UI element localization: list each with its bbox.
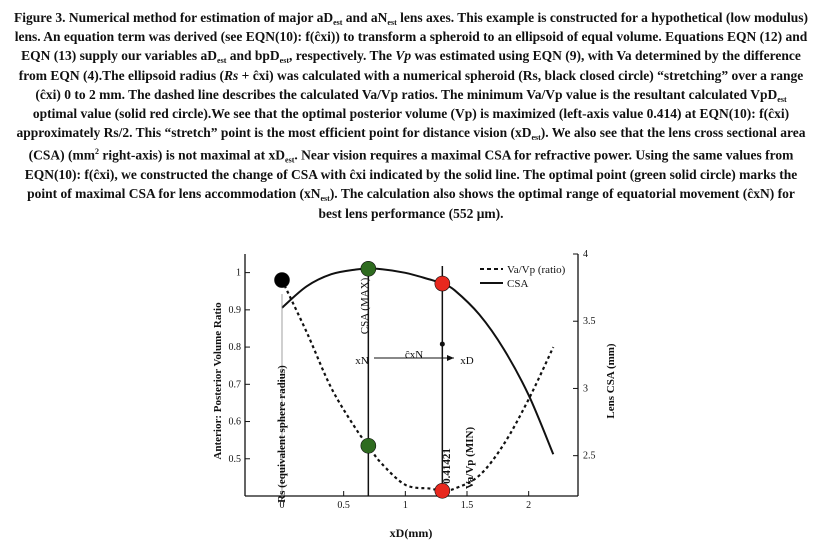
min-value-annotation: 0.41421: [441, 448, 453, 484]
caption-text: . Near vision requires a maximal CSA for refractive power. Using the same values from EQN(10): f(ĉxi), we constructed the change of CSA with ĉxi indicated by the solid line. The optimal point (green solid circle) marks the point of maximal CSA for lens accommodation (xN: [24, 147, 798, 202]
caption-subscript: est: [777, 94, 787, 104]
caption-text: Numerical method for estimation of major aD: [68, 10, 334, 25]
right-axis-label: Lens CSA (mm): [605, 343, 617, 419]
csa-max-annotation: CSA (MAX): [359, 277, 371, 335]
caption-subscript: est: [320, 194, 330, 204]
marker-vavp-point: [361, 438, 376, 453]
xd-dot: [440, 342, 445, 347]
left-tick-label: 1: [236, 267, 241, 279]
figure-label: Figure 3.: [14, 10, 66, 25]
figure-caption: [14, 8, 808, 223]
left-tick-label: 0.7: [228, 379, 241, 391]
caption-subscript: est: [387, 18, 397, 27]
caption-text: optimal value (solid red circle).We see that the optimal posterior volume (Vp) is maximized (left-axis value 0.414) at EQN(10): f(ĉxi) approximately Rs/2. This “stretch” point is the most efficient point for distance vision (xD: [16, 106, 790, 141]
caption-text: and aN: [342, 10, 388, 25]
left-tick-label: 0.5: [228, 453, 241, 465]
dxn-annotation: ĉxN: [404, 349, 424, 361]
left-tick-label: 0.6: [228, 416, 241, 428]
caption-text: ). We also see that the lens cross sectional area (CSA) (mm: [28, 125, 806, 163]
csa-solid-line: [282, 269, 553, 455]
caption-subscript: est: [531, 133, 541, 143]
marker-csa-point: [435, 276, 450, 291]
caption-italic: Vp: [395, 48, 412, 64]
vavp-min-annotation: Va/Vp (MIN): [464, 426, 476, 490]
left-axis-label: Anterior: Posterior Volume Ratio: [212, 302, 224, 460]
caption-text: right-axis) is not maximal at xD: [99, 147, 286, 163]
caption-subscript: est: [285, 155, 295, 165]
caption-italic: Rs: [223, 67, 239, 83]
caption-superscript: 2: [95, 147, 100, 157]
x-tick-label: 1.5: [460, 500, 474, 511]
x-axis-label: xD(mm): [389, 526, 433, 540]
right-tick-label: 3: [583, 383, 588, 395]
x-tick-label: 0: [279, 500, 285, 511]
dxn-arrowhead: [447, 355, 454, 361]
rs-annotation: Rs (equivalent sphere radius): [276, 365, 288, 503]
caption-subscript: est: [279, 56, 289, 66]
marker-rs-point: [275, 273, 290, 288]
left-tick-label: 0.9: [228, 304, 241, 316]
caption-text: and bpD: [226, 48, 280, 64]
x-tick-label: 1: [402, 500, 408, 511]
marker-csa-point: [361, 261, 376, 276]
legend-label-csa: CSA: [507, 278, 529, 290]
marker-vavp-point: [435, 483, 450, 498]
caption-subscript: est: [333, 18, 343, 27]
caption-subscript: est: [217, 56, 227, 66]
right-tick-label: 2.5: [583, 450, 596, 462]
right-tick-label: 3.5: [583, 316, 596, 328]
caption-text: was estimated using EQN (9), with Va determined by the difference from EQN (4).The ellipsoid radius (: [18, 48, 801, 83]
x-tick-label: 2: [526, 500, 532, 511]
x-tick-label: 0.5: [337, 500, 350, 511]
caption-text: + ĉxi) was calculated with a numerical spheroid (Rs, black closed circle) “stretching” over a range (ĉxi) 0 to 2 mm. The dashed line describes the calculated Va/Vp ratios. The minimum Va/Vp value is the resultant calculated VpD: [35, 67, 804, 102]
caption-text: , respectively. The: [288, 48, 396, 64]
vavp-dashed-line: [282, 280, 553, 491]
xn-annotation: xN: [355, 355, 369, 367]
right-tick-label: 4: [583, 249, 588, 260]
left-tick-label: 0.8: [228, 342, 241, 354]
xd-annotation: xD: [460, 355, 474, 367]
caption-text: lens axes. This example is constructed for a hypothetical (low modulus) lens. An equation term was derived (see EQN(10): f(ĉxi)) to transform a spheroid to an ellipsoid of equal volume. Equations EQN (12) and EQN (13) supply our variables aD: [14, 10, 809, 64]
legend: [480, 264, 566, 290]
caption-text: ). The calculation also shows the optimal range of equatorial movement (ĉxN) for best lens performance (552 μm).: [318, 186, 795, 221]
legend-label-vavp: Va/Vp (ratio): [507, 264, 566, 276]
va-vp-csa-chart: [0, 236, 822, 544]
